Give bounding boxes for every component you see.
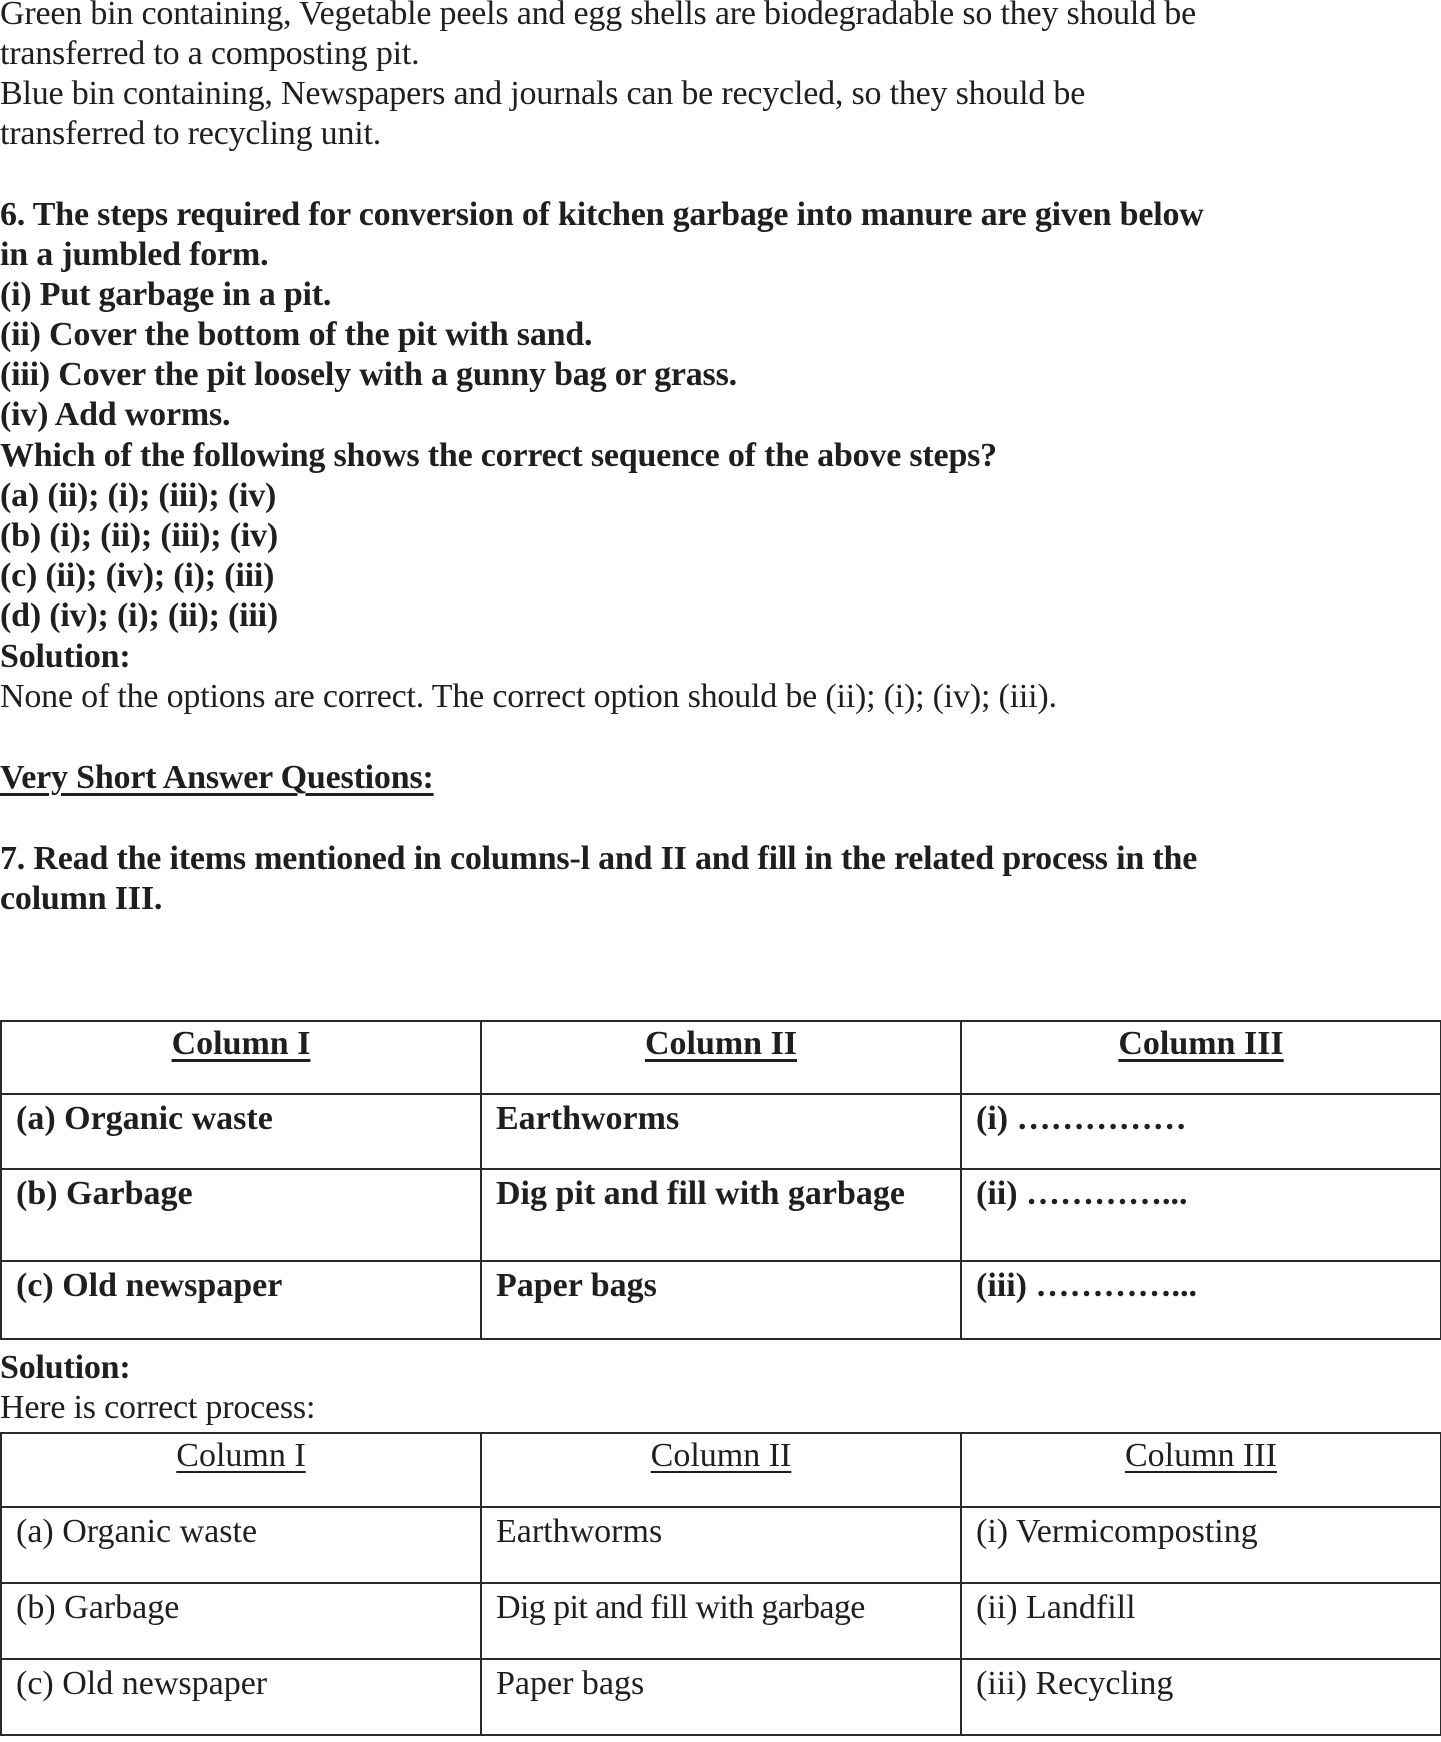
- table-cell: (a) Organic waste: [1, 1094, 481, 1169]
- column-1-header: Column I: [171, 1025, 311, 1062]
- table-cell: (a) Organic waste: [1, 1507, 481, 1583]
- table-row: [1, 1261, 1441, 1339]
- table-cell: Dig pit and fill with garbage: [481, 1583, 961, 1659]
- table-row: [1, 1169, 1441, 1261]
- q6-option-b: (b) (i); (ii); (iii); (iv): [0, 517, 279, 554]
- section-heading: Very Short Answer Questions:: [0, 759, 434, 796]
- q6-option-d: (d) (iv); (i); (ii); (iii): [0, 597, 279, 634]
- table-header-cell: [961, 1433, 1441, 1507]
- table-cell: (i) ……………: [961, 1094, 1441, 1169]
- q7-solution-label: Solution:: [0, 1349, 131, 1386]
- table-row: [1, 1094, 1441, 1169]
- column-3-header: Column III: [1124, 1437, 1278, 1474]
- table-cell: Paper bags: [481, 1659, 961, 1735]
- q6-option-a: (a) (ii); (i); (iii); (iv): [0, 477, 277, 514]
- q6-step-iv: (iv) Add worms.: [0, 396, 231, 433]
- table-cell: (iii) Recycling: [961, 1659, 1441, 1735]
- table-cell: (c) Old newspaper: [1, 1261, 481, 1339]
- q6-step-i: (i) Put garbage in a pit.: [0, 276, 332, 313]
- table-header-cell: [481, 1021, 961, 1094]
- q6-stem-line-2: in a jumbled form.: [0, 236, 269, 273]
- table-cell: (iii) …………...: [961, 1261, 1441, 1339]
- table-row: [1, 1507, 1441, 1583]
- table-header-cell: [1, 1021, 481, 1094]
- q7-solution-intro: Here is correct process:: [0, 1389, 316, 1426]
- table-cell: Earthworms: [481, 1094, 961, 1169]
- intro-line-2: transferred to a composting pit.: [0, 35, 420, 72]
- table-cell: (i) Vermicomposting: [961, 1507, 1441, 1583]
- q6-step-iii: (iii) Cover the pit loosely with a gunny bag or grass.: [0, 356, 737, 393]
- intro-line-3: Blue bin containing, Newspapers and journals can be recycled, so they should be: [0, 75, 1086, 112]
- column-3-header: Column III: [1118, 1025, 1284, 1062]
- table-cell: Earthworms: [481, 1507, 961, 1583]
- q6-option-c: (c) (ii); (iv); (i); (iii): [0, 557, 275, 594]
- table-cell: Dig pit and fill with garbage: [481, 1169, 961, 1261]
- table-row: [1, 1583, 1441, 1659]
- q7-question-table: [0, 1020, 1441, 1340]
- table-header-cell: [961, 1021, 1441, 1094]
- q7-solution-table: [0, 1432, 1441, 1736]
- table-cell: (ii) …………...: [961, 1169, 1441, 1261]
- table-cell: Paper bags: [481, 1261, 961, 1339]
- table-header-cell: [481, 1433, 961, 1507]
- table-header-cell: [1, 1433, 481, 1507]
- table-cell: (c) Old newspaper: [1, 1659, 481, 1735]
- q6-prompt: Which of the following shows the correct sequence of the above steps?: [0, 437, 997, 474]
- table-header-row: [1, 1021, 1441, 1094]
- table-cell: (b) Garbage: [1, 1583, 481, 1659]
- intro-line-1: Green bin containing, Vegetable peels and egg shells are biodegradable so they should be: [0, 0, 1196, 32]
- q6-solution-label: Solution:: [0, 638, 131, 675]
- q6-solution-text: None of the options are correct. The correct option should be (ii); (i); (iv); (iii).: [0, 678, 1057, 715]
- column-2-header: Column II: [650, 1437, 792, 1474]
- table-header-row: [1, 1433, 1441, 1507]
- intro-line-4: transferred to recycling unit.: [0, 115, 382, 152]
- column-2-header: Column II: [644, 1025, 798, 1062]
- column-1-header: Column I: [176, 1437, 306, 1474]
- q6-stem-line-1: 6. The steps required for conversion of kitchen garbage into manure are given below: [0, 196, 1204, 233]
- table-cell: (ii) Landfill: [961, 1583, 1441, 1659]
- table-cell: (b) Garbage: [1, 1169, 481, 1261]
- q6-step-ii: (ii) Cover the bottom of the pit with sand.: [0, 316, 593, 353]
- q7-stem-line-1: 7. Read the items mentioned in columns-l and II and fill in the related process in the: [0, 840, 1198, 877]
- q7-stem-line-2: column III.: [0, 880, 163, 917]
- table-row: [1, 1659, 1441, 1735]
